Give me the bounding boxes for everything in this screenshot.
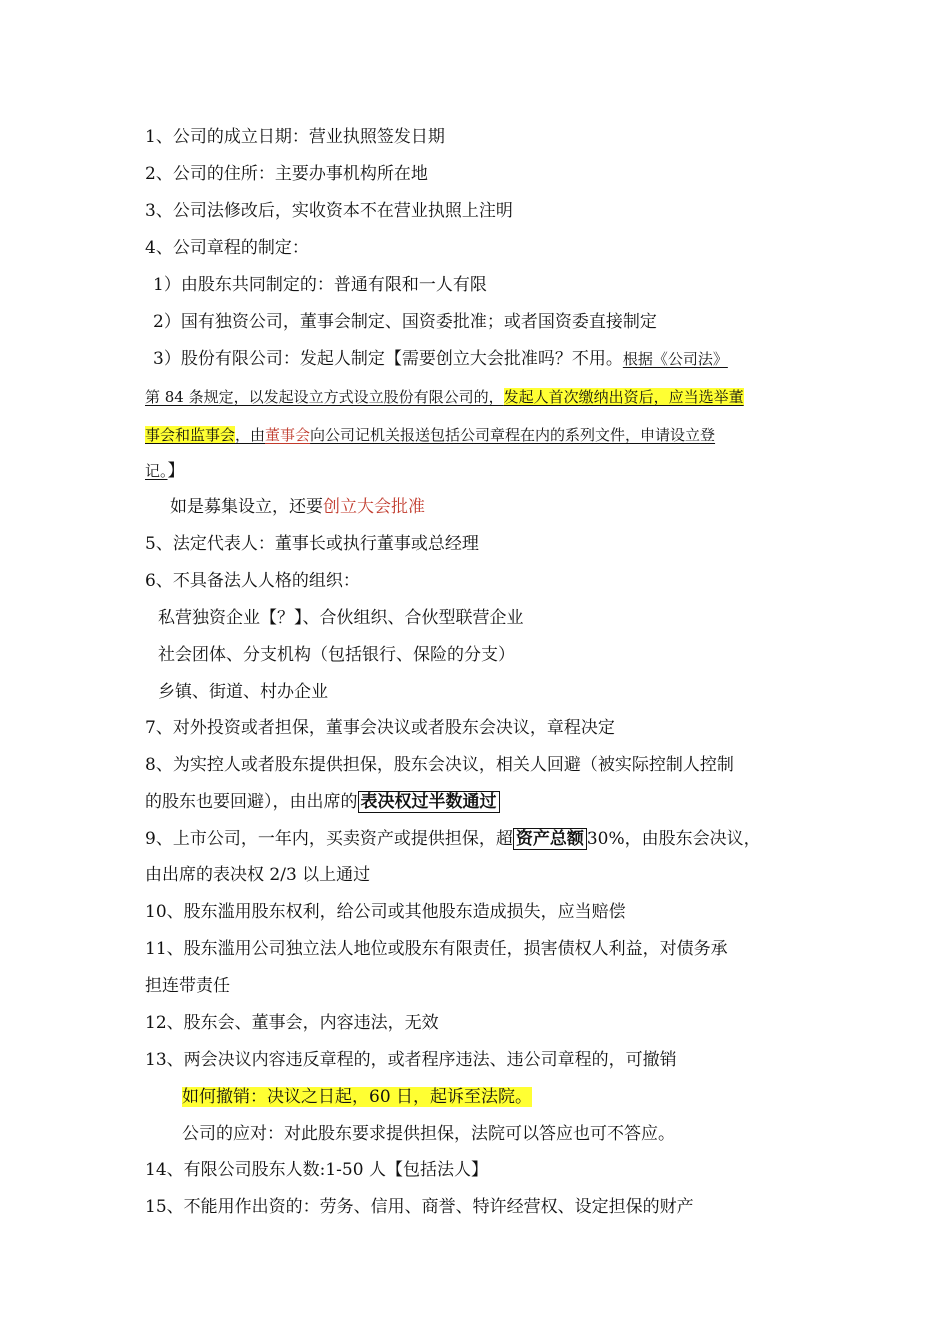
item-4-3-cont-2 xyxy=(145,424,820,446)
item-8-cont-text: 的股东也要回避），由出席的 xyxy=(145,792,358,812)
item-4-3-cont-2-text-b: 向公司记机关报送包括公司章程在内的系列文件，申请设立登 xyxy=(310,426,716,444)
item-4-3-cont-1-highlight: 发起人首次缴纳出资后，应当选举董 xyxy=(503,388,744,406)
item-4-3-cont-2-text-a: ，由 xyxy=(235,426,266,444)
item-4-3-cont-1 xyxy=(145,386,820,408)
item-4-3-cont-3 xyxy=(145,460,820,482)
item-4-2: 2）国有独资公司，董事会制定、国资委批准；或者国资委直接制定 xyxy=(153,312,657,332)
item-9-boxed: 资产总额 xyxy=(513,828,587,850)
item-8: 8、为实控人或者股东提供担保，股东会决议，相关人回避（被实际控制人控制 xyxy=(145,755,734,775)
item-8-cont xyxy=(145,791,820,813)
item-11: 11、股东滥用公司独立法人地位或股东有限责任，损害债权人利益，对债务承 xyxy=(145,939,728,959)
item-13-1-highlight: 如何撤销：决议之日起，60 日，起诉至法院。 xyxy=(182,1087,533,1107)
item-9 xyxy=(145,828,820,850)
item-5: 5、法定代表人：董事长或执行董事或总经理 xyxy=(145,534,479,554)
item-1: 1、公司的成立日期：营业执照签发日期 xyxy=(145,127,445,147)
item-4-3-cont-3-text: 记。 xyxy=(145,462,168,480)
item-6-2: 社会团体、分支机构（包括银行、保险的分支） xyxy=(158,645,515,665)
item-4-1: 1）由股东共同制定的：普通有限和一人有限 xyxy=(153,275,487,295)
item-4: 4、公司章程的制定： xyxy=(145,238,309,258)
item-6-1: 私营独资企业【？】、合伙组织、合伙型联营企业 xyxy=(158,608,524,628)
item-7: 7、对外投资或者担保，董事会决议或者股东会决议，章程决定 xyxy=(145,718,615,738)
item-9-cont: 由出席的表决权 2/3 以上通过 xyxy=(145,865,371,885)
item-11-cont: 担连带责任 xyxy=(145,976,230,996)
item-4-4-text: 如是募集设立，还要 xyxy=(170,497,323,517)
item-2: 2、公司的住所：主要办事机构所在地 xyxy=(145,164,428,184)
item-6-3: 乡镇、街道、村办企业 xyxy=(158,682,328,702)
item-4-3-cont-1-text: 第 84 条规定，以发起设立方式设立股份有限公司的， xyxy=(145,388,504,406)
item-15: 15、不能用作出资的：劳务、信用、商誉、特许经营权、设定担保的财产 xyxy=(145,1197,694,1217)
item-4-3 xyxy=(153,348,820,370)
item-6: 6、不具备法人人格的组织： xyxy=(145,571,360,591)
item-4-3-main: 3）股份有限公司：发起人制定【需要创立大会批准吗？不用。 xyxy=(153,349,623,369)
item-3: 3、公司法修改后，实收资本不在营业执照上注明 xyxy=(145,201,513,221)
item-4-3-note: 根据《公司法》 xyxy=(622,350,728,368)
item-4-3-cont-2-highlight: 事会和监事会 xyxy=(145,426,236,444)
item-14: 14、有限公司股东人数:1-50 人【包括法人】 xyxy=(145,1160,488,1180)
item-9-text-b: 30%，由股东会决议， xyxy=(586,829,761,849)
item-13-2: 公司的应对：对此股东要求提供担保，法院可以答应也可不答应。 xyxy=(182,1124,675,1144)
item-8-boxed: 表决权过半数通过 xyxy=(358,791,500,813)
item-12: 12、股东会、董事会，内容违法，无效 xyxy=(145,1013,439,1033)
item-9-text-a: 9、上市公司，一年内，买卖资产或提供担保，超 xyxy=(145,829,513,849)
item-4-3-cont-2-red: 董事会 xyxy=(265,426,311,444)
item-4-4-red: 创立大会批准 xyxy=(323,497,425,517)
item-13-1 xyxy=(182,1086,820,1108)
item-4-3-cont-3-end: 】 xyxy=(167,461,185,481)
item-13: 13、两会决议内容违反章程的，或者程序违法、违公司章程的，可撤销 xyxy=(145,1050,677,1070)
item-4-4 xyxy=(170,496,820,518)
item-10: 10、股东滥用股东权利，给公司或其他股东造成损失，应当赔偿 xyxy=(145,902,626,922)
